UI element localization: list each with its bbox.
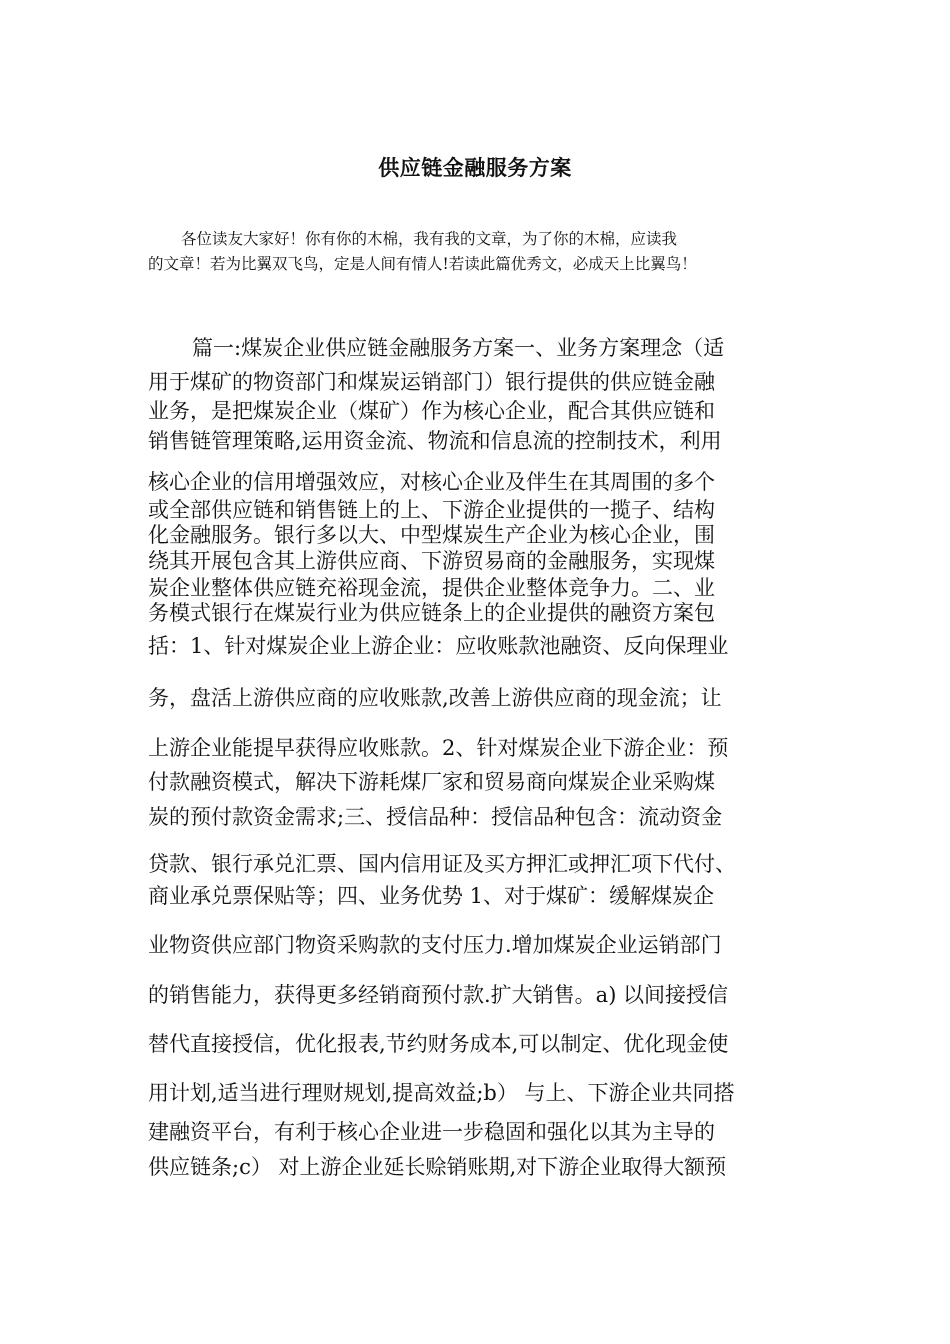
body-line: 的销售能力，获得更多经销商预付款.扩大销售。a) 以间接授信 xyxy=(148,983,729,1007)
document-title: 供应链金融服务方案 xyxy=(378,156,572,180)
body-line: 务，盘活上游供应商的应收账款,改善上游供应商的现金流；让 xyxy=(148,686,722,710)
body-line: 供应链条;c） 对上游企业延长赊销账期,对下游企业取得大额预 xyxy=(148,1155,727,1179)
body-line: 或全部供应链和销售链上的上、下游企业提供的一揽子、结构 xyxy=(148,498,715,522)
body-line: 篇一:煤炭企业供应链金融服务方案一、业务方案理念（适 xyxy=(192,336,725,360)
body-line: 付款融资模式，解决下游耗煤厂家和贸易商向煤炭企业采购煤 xyxy=(148,770,715,794)
body-line: 销售链管理策略,运用资金流、物流和信息流的控制技术，利用 xyxy=(148,429,722,453)
body-line: 建融资平台，有利于核心企业进一步稳固和强化以其为主导的 xyxy=(148,1120,715,1144)
body-line: 绕其开展包含其上游供应商、下游贸易商的金融服务，实现煤 xyxy=(148,549,715,573)
body-line: 替代直接授信，优化报表,节约财务成本,可以制定、优化现金使 xyxy=(148,1032,729,1056)
body-line: 务模式银行在煤炭行业为供应链条上的企业提供的融资方案包 xyxy=(148,601,715,625)
body-line: 用于煤矿的物资部门和煤炭运销部门）银行提供的供应链金融 xyxy=(148,370,715,394)
body-line: 炭的预付款资金需求;三、授信品种：授信品种包含：流动资金 xyxy=(148,805,723,829)
body-line: 括：1、针对煤炭企业上游企业：应收账款池融资、反向保理业 xyxy=(148,634,729,658)
body-line: 贷款、银行承兑汇票、国内信用证及买方押汇或押汇项下代付、 xyxy=(148,852,736,876)
body-line: 业物资供应部门物资采购款的支付压力.增加煤炭企业运销部门 xyxy=(148,933,722,957)
body-line: 商业承兑票保贴等；四、业务优势 1、对于煤矿：缓解煤炭企 xyxy=(148,884,715,908)
body-line: 业务，是把煤炭企业（煤矿）作为核心企业，配合其供应链和 xyxy=(148,399,715,423)
body-line: 化金融服务。银行多以大、中型煤炭生产企业为核心企业，围 xyxy=(148,523,715,547)
body-line: 炭企业整体供应链充裕现金流，提供企业整体竞争力。二、业 xyxy=(148,576,715,600)
intro-line: 的文章！若为比翼双飞鸟，定是人间有情人!若读此篇优秀文，必成天上比翼鸟！ xyxy=(148,255,697,273)
body-line: 核心企业的信用增强效应，对核心企业及伴生在其周围的多个 xyxy=(148,470,715,494)
body-paragraph xyxy=(148,0,818,1344)
body-line: 用计划,适当进行理财规划,提高效益;b） 与上、下游企业共同搭 xyxy=(148,1081,735,1105)
body-line: 上游企业能提早获得应收账款。2、针对煤炭企业下游企业：预 xyxy=(148,736,729,760)
intro-line: 各位读友大家好！你有你的木棉，我有我的文章，为了你的木棉，应读我 xyxy=(181,230,678,248)
